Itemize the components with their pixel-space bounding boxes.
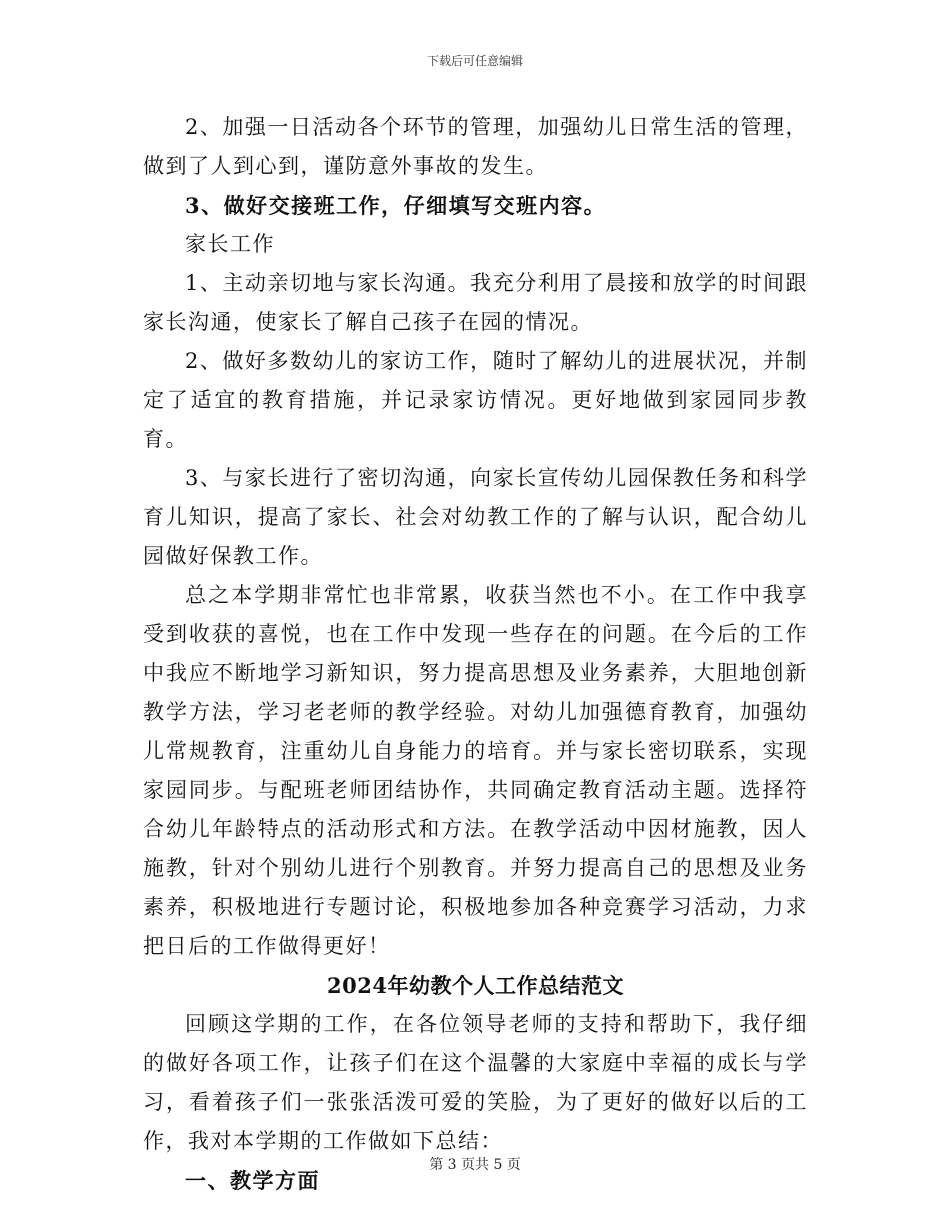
paragraph-review: 回顾这学期的工作，在各位领导老师的支持和帮助下，我仔细的做好各项工作，让孩子们在这个温馨的大家庭中幸福的成长与学习，看着孩子们一张张活泼可爱的笑脸，为了更好的做好以后的工作，我对本学期的工作做如下总结：	[143, 1012, 808, 1153]
paragraph-management: 2、加强一日活动各个环节的管理，加强幼儿日常生活的管理，做到了人到心到，谨防意外事故的发生。	[143, 115, 808, 178]
paragraph-parent-education: 3、与家长进行了密切沟通，向家长宣传幼儿园保教任务和科学育儿知识，提高了家长、社会对幼教工作的了解与认识，配合幼儿园做好保教工作。	[143, 466, 808, 568]
document-body	[143, 108, 808, 1200]
section-title: 2024年幼教个人工作总结范文	[327, 973, 624, 998]
subheading-parent-work: 家长工作	[185, 232, 275, 256]
paragraph-summary: 总之本学期非常忙也非常累，收获当然也不小。在工作中我享受到收获的喜悦，也在工作中发现一些存在的问题。在今后的工作中我应不断地学习新知识，努力提高思想及业务素养，大胆地创新教学方法，学习老老师的教学经验。对幼儿加强德育教育，加强幼儿常规教育，注重幼儿自身能力的培育。并与家长密切联系，实现家园同步。与配班老师团结协作，共同确定教育活动主题。选择符合幼儿年龄特点的活动形式和方法。在教学活动中因材施教，因人施教，针对个别幼儿进行个别教育。并努力提高自己的思想及业务素养，积极地进行专题讨论，积极地参加各种竞赛学习活动，力求把日后的工作做得更好！	[143, 583, 808, 958]
subheading-teaching: 一、教学方面	[185, 1168, 320, 1193]
paragraph-handover: 3、做好交接班工作，仔细填写交班内容。	[185, 193, 607, 218]
page-number: 第 3 页共 5 页	[429, 1157, 521, 1173]
paragraph-home-visits: 2、做好多数幼儿的家访工作，随时了解幼儿的进展状况，并制定了适宜的教育措施，并记录家访情况。更好地做到家园同步教育。	[143, 349, 808, 451]
page-header-note: 下载后可任意编辑	[426, 54, 523, 68]
paragraph-parent-communication: 1、主动亲切地与家长沟通。我充分利用了晨接和放学的时间跟家长沟通，使家长了解自己孩子在园的情况。	[143, 271, 808, 334]
